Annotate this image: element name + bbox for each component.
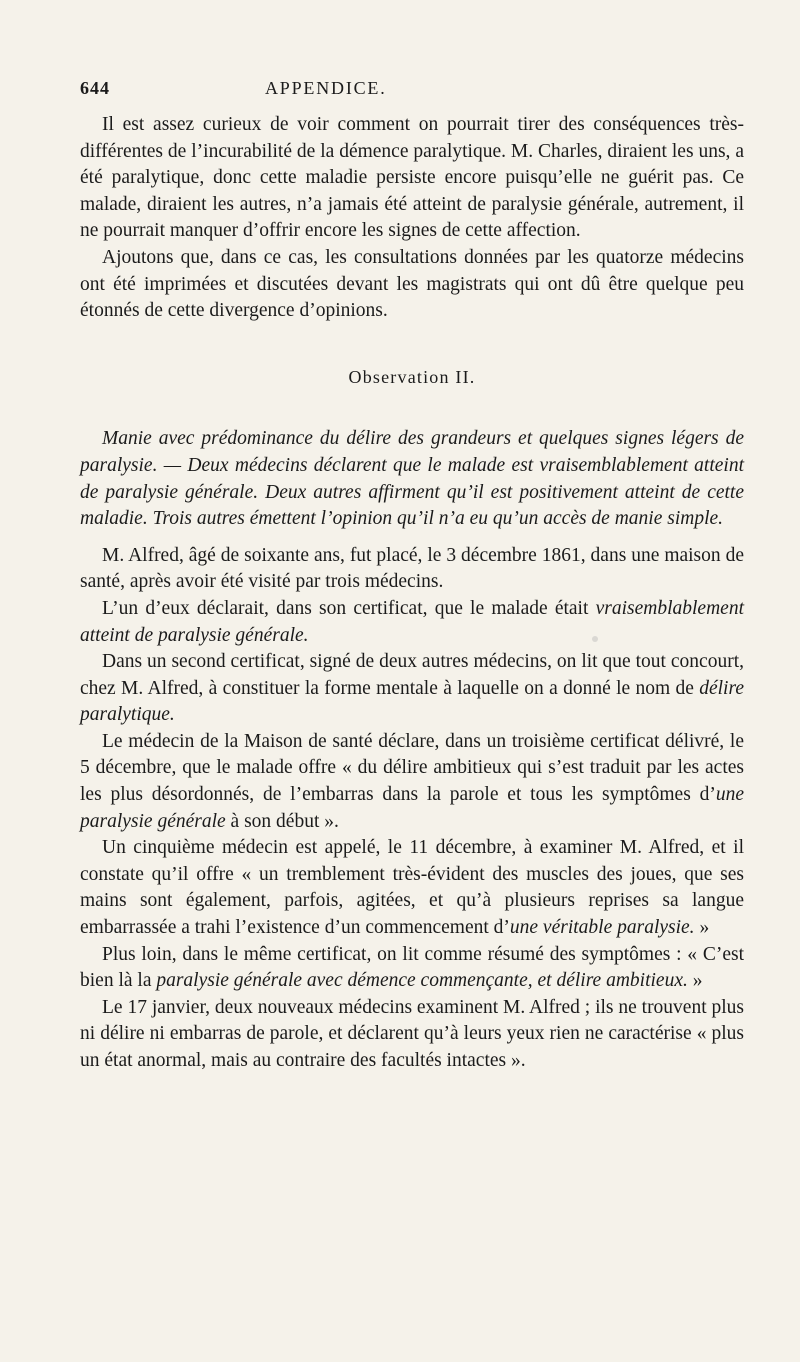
observation-title: Observation II. — [348, 366, 476, 387]
paragraph-6-italic: une paralysie générale — [80, 784, 744, 832]
paragraph-6-text: Le médecin de la Maison de santé déclare, dans un troisième certificat délivré, le 5 décembre, que le malade offre « du délire ambitieux qui s’est traduit par les actes les plus désordonnés, de l’embarras dans la parole et tous les symptômes d’ — [80, 730, 744, 806]
paragraph-6-end: à son début ». — [225, 810, 339, 832]
paragraph-7-text: Un cinquième médecin est appelé, le 11 décembre, à examiner M. Alfred, et il constate qu’il offre « un tremblement très-évident des muscles des joues, que ses mains sont également, parfois, agitées, et qu’à plusieurs reprises sa langue embarrassée a trahi l’existence d’un commencement d’ — [80, 837, 744, 939]
paragraph-1: Il est assez curieux de voir comment on pourrait tirer des conséquences très-différentes de l’incurabilité de la démence paralytique. M. Charles, diraient les uns, a été paralytique, donc cette maladie persiste encore puisqu’elle ne guérit pas. Ce malade, diraient les autres, n’a jamais été atteint de paralysie générale, autrement, il ne pourrait manquer d’offrir encore les signes de cette affection. — [80, 114, 744, 242]
paragraph-5-italic: délire paralytique. — [80, 677, 744, 726]
running-head: APPENDICE. — [265, 78, 387, 98]
paragraph-4 — [80, 596, 744, 649]
paragraph-7 — [80, 835, 744, 941]
paragraph-8 — [80, 942, 744, 995]
paragraph-5 — [80, 649, 744, 729]
observation-summary: Manie avec prédominance du délire des grandeurs et quelques signes légers de paralysie. — Deux médecins déclarent que le malade est vraisemblablement atteint de paralysie générale. Deux autres affirment qu’il est positivement atteint de cette maladie. Trois autres émettent l’opinion qu’il n’a eu qu’un accès de manie simple. — [80, 428, 744, 530]
paragraph-4-text: L’un d’eux déclarait, dans son certificat, que le malade était — [102, 597, 596, 619]
page-number: 644 — [80, 78, 110, 98]
paragraph-9: Le 17 janvier, deux nouveaux médecins examinent M. Alfred ; ils ne trouvent plus ni délire ni embarras de parole, et déclarent qu’à leurs yeux rien ne caractérise « plus un état anormal, mais au contraire des facultés intactes ». — [80, 996, 745, 1071]
paragraph-7-end: » — [694, 917, 710, 939]
paragraph-8-text: Plus loin, dans le même certificat, on lit comme résumé des symptômes : « C’est bien là la — [80, 943, 744, 992]
paragraph-4-italic: vraisemblablement atteint de paralysie générale. — [80, 597, 744, 646]
paper-speck — [592, 636, 598, 642]
paragraph-5-text: Dans un second certificat, signé de deux autres médecins, on lit que tout concourt, chez M. Alfred, à constituer la forme mentale à laquelle on a donné le nom de — [80, 651, 744, 699]
page-header — [80, 78, 744, 104]
paragraph-8-italic: paralysie générale avec démence commençante, et délire ambitieux. — [156, 970, 688, 992]
body-text — [80, 112, 744, 1075]
paragraph-2: Ajoutons que, dans ce cas, les consultations données par les quatorze médecins ont été imprimées et discutées devant les magistrats qui ont dû être quelque peu étonnés de cette divergence d’opinions. — [80, 246, 744, 322]
paragraph-7-italic: une véritable paralysie. — [509, 917, 695, 939]
paragraph-8-end: » — [687, 970, 703, 992]
paragraph-6 — [80, 729, 744, 835]
paragraph-3: M. Alfred, âgé de soixante ans, fut placé, le 3 décembre 1861, dans une maison de santé, après avoir été visité par trois médecins. — [80, 544, 744, 593]
